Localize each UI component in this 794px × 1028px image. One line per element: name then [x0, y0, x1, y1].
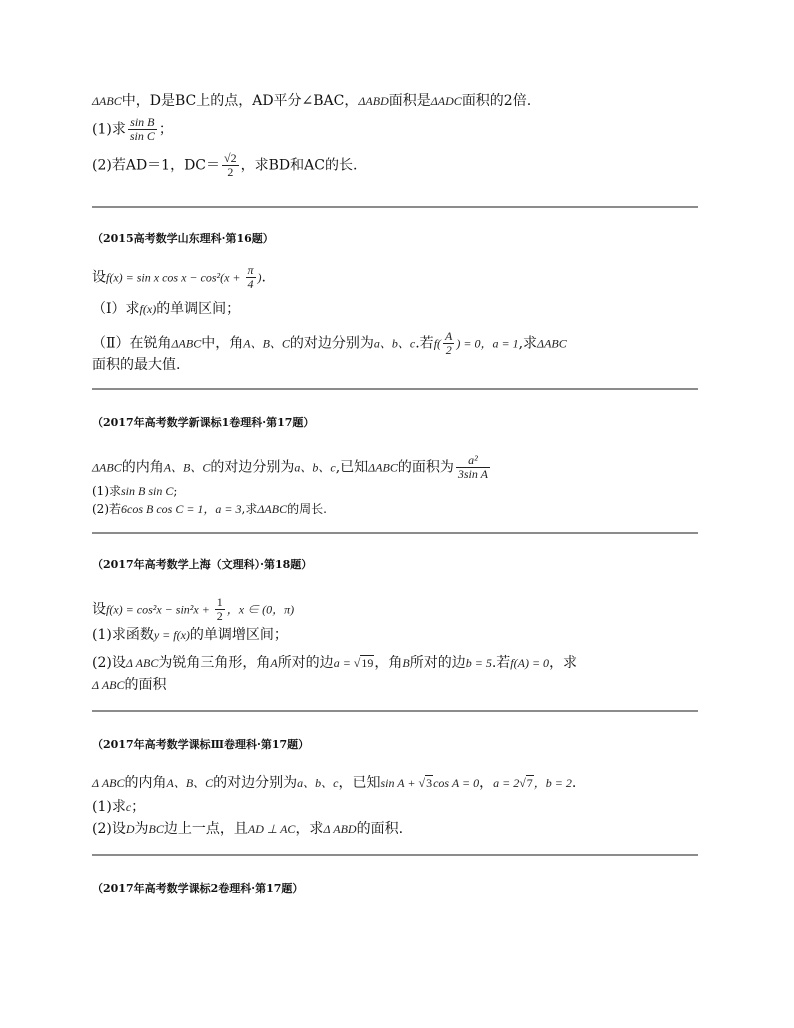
math-expr: Δ ABD	[323, 822, 357, 836]
sqrt-sign: √	[353, 656, 361, 670]
math-expr: y = f(x)	[153, 628, 190, 642]
math-expr: BC	[148, 822, 164, 836]
text-run: （Ⅰ）求	[92, 301, 140, 317]
text-run: 中，D是BC上的点，AD平分∠BAC，	[121, 93, 359, 109]
text-run: 的单调区间；	[156, 301, 241, 317]
fraction	[443, 330, 454, 357]
fraction-denominator: 4	[247, 277, 254, 291]
math-expr: b = 5	[465, 656, 492, 670]
math-expr: AD ⊥ AC	[247, 822, 296, 836]
text-run: (1)求	[92, 799, 126, 815]
problem-text-line	[92, 798, 698, 816]
text-run: ，求	[549, 655, 578, 671]
section-divider	[92, 206, 698, 208]
math-expr: A、B、C	[166, 776, 214, 790]
problem-text-line	[92, 676, 698, 694]
math-expr: ΔABC	[257, 502, 288, 516]
problem-text-line	[92, 596, 698, 623]
text-run: (2)若AD＝1，DC＝	[92, 157, 221, 174]
problem-text-line	[92, 500, 698, 518]
text-run: 的面积为	[397, 459, 454, 476]
text-run: 边上一点，且	[163, 821, 248, 837]
math-expr: a、b、c	[297, 776, 339, 790]
math-expr: ΔADC	[430, 94, 462, 108]
math-expr: ΔABD	[358, 94, 389, 108]
math-expr: A、B、C	[243, 336, 290, 351]
text-run: 的内角	[124, 775, 167, 791]
math-expr: f(	[433, 336, 442, 351]
math-expr: c	[125, 800, 132, 814]
section-divider	[92, 388, 698, 390]
math-expr: sin B sin C	[121, 484, 174, 498]
text-run: ，求BD和AC的长.	[240, 157, 358, 174]
problem-text-line	[92, 820, 698, 838]
sqrt-radicand: 7	[526, 776, 533, 790]
problem-text-line	[92, 116, 698, 143]
math-expr: Δ ABC	[92, 678, 125, 692]
text-run: 的内角	[121, 459, 164, 476]
text-run: 的对边分别为	[213, 775, 298, 791]
problem-source-header: （2017年高考数学课标2卷理科·第17题）	[92, 882, 304, 895]
math-expr: Δ ABC	[125, 656, 159, 670]
math-expr: A、B、C	[163, 460, 211, 475]
fraction-denominator: 2	[227, 165, 234, 179]
text-run: 的面积.	[356, 821, 404, 837]
fraction-denominator: 2	[216, 609, 223, 623]
problem-text-line	[92, 264, 698, 291]
math-expr: a =	[333, 656, 354, 670]
problem-text-line	[92, 774, 698, 792]
math-expr: ΔABC	[368, 460, 398, 475]
math-expr: ，x ∈ (0，π)	[226, 602, 295, 617]
text-run: ，角	[374, 655, 403, 671]
math-expr: ) = 0，a = 1	[456, 336, 519, 351]
math-expr: sin A +	[380, 776, 419, 790]
math-expr: 6cos B cos C = 1，a = 3	[121, 502, 242, 516]
sqrt-sign: √	[519, 776, 526, 790]
text-run: 设	[92, 601, 106, 618]
math-expr: ΔABC	[171, 336, 202, 351]
problem-text-line	[92, 300, 698, 318]
text-run: 为锐角三角形，角	[158, 655, 271, 671]
text-run: .若	[415, 335, 434, 352]
problem-text-line	[92, 654, 698, 672]
problem-text-line	[92, 626, 698, 644]
fraction-numerator: π	[247, 263, 254, 277]
problem-source-header: （2015高考数学山东理科·第16题）	[92, 232, 274, 245]
math-expr: ，b = 2	[533, 776, 572, 790]
text-run: ,求	[241, 502, 258, 516]
math-expr: A	[270, 656, 278, 670]
text-run: 面积是	[388, 93, 431, 109]
fraction	[246, 264, 256, 291]
text-run: 设	[92, 269, 106, 286]
text-run: (2)设	[92, 821, 126, 837]
problem-text-line	[92, 152, 698, 179]
sqrt-radicand: 19	[361, 656, 374, 670]
math-expr: D	[125, 822, 135, 836]
math-expr: f(x) = sin x cos x − cos²(x +	[106, 270, 244, 285]
fraction-denominator: 2	[445, 343, 452, 357]
text-run: 的面积	[124, 677, 167, 693]
math-expr: ΔABC	[537, 336, 567, 351]
text-run: (1)求函数	[92, 627, 154, 643]
fraction-numerator: 1	[216, 595, 223, 609]
math-expr: )	[257, 270, 262, 285]
math-expr: f(A) = 0	[510, 656, 550, 670]
text-run: 中，角	[201, 335, 244, 352]
text-run: (2)若	[92, 502, 121, 516]
text-run: ;	[173, 484, 178, 498]
math-expr: Δ ABC	[92, 776, 125, 790]
text-run: 的周长.	[287, 502, 327, 516]
text-run: (1)求	[92, 121, 126, 138]
text-run: .	[571, 775, 577, 791]
fraction-numerator: a²	[456, 454, 490, 468]
fraction-numerator: sin B	[128, 116, 157, 130]
fraction-numerator: √2	[224, 151, 237, 165]
text-run: 面积的最大值.	[92, 357, 181, 373]
fraction-denominator: sin C	[129, 129, 155, 143]
text-run: ,已知	[335, 459, 369, 476]
text-run: ，已知	[338, 775, 381, 791]
math-expr: ΔABC	[92, 94, 122, 108]
text-run: ，	[479, 775, 494, 791]
text-run: 面积的2倍.	[461, 93, 532, 109]
problem-text-line	[92, 92, 698, 110]
problem-text-line	[92, 330, 698, 357]
text-run: ,求	[518, 335, 538, 352]
problem-text-line	[92, 454, 698, 481]
section-divider	[92, 532, 698, 534]
section-divider	[92, 710, 698, 712]
sqrt-radicand: 3	[426, 776, 433, 790]
problem-text-line	[92, 482, 698, 500]
math-expr: cos A = 0	[433, 776, 480, 790]
text-run: 的对边分别为	[210, 459, 295, 476]
text-run: ；	[131, 799, 146, 815]
fraction	[456, 454, 490, 481]
problem-source-header: （2017年高考数学课标Ⅲ卷理科·第17题）	[92, 738, 310, 751]
text-run: ；	[158, 121, 173, 138]
fraction	[222, 152, 239, 179]
section-divider	[92, 854, 698, 856]
text-run: (1)求	[92, 484, 121, 498]
fraction-numerator: A	[445, 329, 453, 343]
math-expr: a = 2	[493, 776, 520, 790]
math-expr: f(x)	[139, 302, 157, 316]
fraction	[128, 116, 157, 143]
math-expr: ΔABC	[92, 460, 122, 475]
text-run: 所对的边	[277, 655, 334, 671]
math-expr: a、b、c	[294, 460, 336, 475]
problem-text-line	[92, 356, 698, 374]
sqrt-sign: √	[418, 776, 426, 790]
text-run: （Ⅱ）在锐角	[92, 335, 172, 352]
text-run: ，求	[295, 821, 324, 837]
math-expr: a、b、c	[373, 336, 416, 351]
text-run: .	[261, 269, 266, 286]
problem-source-header: （2017年高考数学上海（文理科）·第18题）	[92, 558, 313, 571]
problem-source-header: （2017年高考数学新课标1卷理科·第17题）	[92, 416, 315, 429]
math-expr: f(x) = cos²x − sin²x +	[106, 602, 213, 617]
text-run: 的对边分别为	[289, 335, 374, 352]
text-run: .若	[491, 655, 511, 671]
math-expr: B	[402, 656, 410, 670]
text-run: 所对的边	[409, 655, 466, 671]
fraction	[215, 596, 225, 623]
text-run: 为	[134, 821, 149, 837]
text-run: (2)设	[92, 655, 126, 671]
text-run: 的单调增区间；	[189, 627, 288, 643]
fraction-denominator: 3sin A	[457, 467, 489, 481]
